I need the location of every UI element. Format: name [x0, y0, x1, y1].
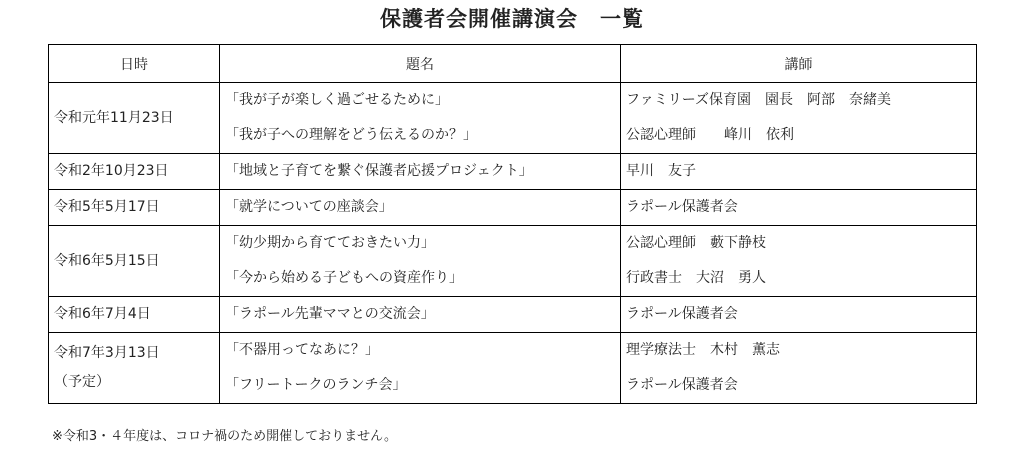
date-cell-line: 令和6年7月4日 — [54, 306, 151, 322]
date-cell — [49, 333, 220, 404]
header-row — [49, 45, 977, 83]
topic-cell-line: 「就学についての座談会」 — [225, 199, 393, 215]
lecturer-cell-line: 理学療法士 木村 薫志 — [626, 342, 780, 358]
topic-cell-line: 「ラポール先輩ママとの交流会」 — [225, 306, 435, 322]
table-row — [49, 226, 977, 297]
lecturer-cell-line: 行政書士 大沼 勇人 — [626, 270, 766, 286]
topic-cell-line: 「幼少期から育てておきたい力」 — [225, 235, 435, 251]
lecturer-cell — [621, 190, 977, 226]
lecturer-cell-line: ラポール保護者会 — [626, 199, 738, 215]
table-row — [49, 83, 977, 154]
date-cell — [49, 190, 220, 226]
date-cell — [49, 154, 220, 190]
lecturer-cell-line: ファミリーズ保育園 園長 阿部 奈緒美 — [626, 92, 892, 108]
date-cell-line: 令和2年10月23日 — [54, 163, 169, 179]
lecturer-cell-line: ラポール保護者会 — [626, 306, 738, 322]
lecturer-cell-line: 公認心理師 峰川 依利 — [626, 127, 794, 143]
date-cell-line: 令和5年5月17日 — [54, 199, 160, 215]
topic-cell — [220, 190, 621, 226]
footnote: ※令和3・４年度は、コロナ禍のため開催しておりません。 — [52, 429, 397, 444]
date-cell — [49, 297, 220, 333]
lecturer-cell-line: ラポール保護者会 — [626, 377, 738, 393]
date-cell-line: （予定） — [54, 374, 110, 390]
topic-cell-line: 「地域と子育てを繋ぐ保護者応援プロジェクト」 — [225, 163, 533, 179]
topic-cell-line: 「我が子が楽しく過ごせるために」 — [225, 92, 449, 108]
table-row — [49, 190, 977, 226]
date-cell — [49, 83, 220, 154]
lecturer-cell — [621, 154, 977, 190]
lecturer-cell-line: 公認心理師 藪下静枝 — [626, 235, 766, 251]
table-row — [49, 154, 977, 190]
topic-cell — [220, 154, 621, 190]
table-row — [49, 297, 977, 333]
date-cell-line: 令和7年3月13日 — [54, 345, 160, 361]
lecturer-cell — [621, 226, 977, 297]
topic-cell-line: 「今から始める子どもへの資産作り」 — [225, 270, 463, 286]
table-body — [49, 83, 977, 404]
lecturer-cell — [621, 83, 977, 154]
header-topic: 題名 — [220, 45, 621, 83]
header-lecturer: 講師 — [621, 45, 977, 83]
topic-cell — [220, 226, 621, 297]
table-row — [49, 333, 977, 404]
lecturer-cell — [621, 297, 977, 333]
lecture-table — [48, 44, 977, 404]
header-date: 日時 — [49, 45, 220, 83]
lecturer-cell-line: 早川 友子 — [626, 163, 696, 179]
topic-cell — [220, 83, 621, 154]
date-cell — [49, 226, 220, 297]
lecturer-cell — [621, 333, 977, 404]
topic-cell-line: 「我が子への理解をどう伝えるのか？」 — [225, 127, 477, 143]
topic-cell — [220, 333, 621, 404]
topic-cell-line: 「不器用ってなあに？」 — [225, 342, 379, 358]
table-header — [49, 45, 977, 83]
page-title: 保護者会開催講演会 一覧 — [380, 7, 644, 31]
date-cell-line: 令和元年11月23日 — [54, 109, 174, 126]
date-cell-line: 令和6年5月15日 — [54, 252, 160, 269]
topic-cell — [220, 297, 621, 333]
topic-cell-line: 「フリートークのランチ会」 — [225, 377, 407, 393]
